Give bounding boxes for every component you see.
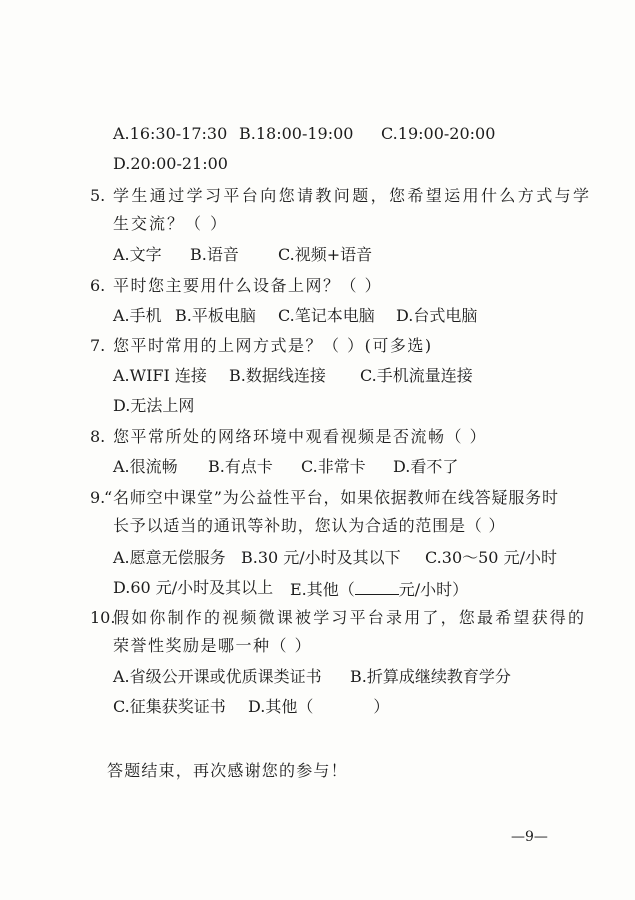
q10-number: 10. <box>90 608 116 627</box>
q8-option-d: D.看不了 <box>393 457 459 476</box>
q8-option-c: C.非常卡 <box>301 457 366 476</box>
q5-option-a: A.文字 <box>113 245 162 264</box>
q10-option-d <box>248 697 389 717</box>
q6-option-b: B.平板电脑 <box>175 306 256 325</box>
q7-option-a: A.WIFI 连接 <box>113 366 207 385</box>
q4-option-a: A.16:30-17:30 <box>113 124 228 143</box>
q10-text-line-1: 假如你制作的视频微课被学习平台录用了，您最希望获得的 <box>113 608 587 627</box>
q9-option-a: A.愿意无偿服务 <box>113 548 226 567</box>
q8-text: 您平常所处的网络环境中观看视频是否流畅（ ） <box>113 427 488 446</box>
q5-number: 5. <box>90 186 106 205</box>
closing-text: 答题结束，再次感谢您的参与！ <box>107 761 348 780</box>
q4-option-d: D.20:00-21:00 <box>113 154 228 173</box>
q9-option-e <box>290 578 468 600</box>
q10-text-line-2: 荣誉性奖励是哪一种（ ） <box>113 636 313 655</box>
q6-option-d: D.台式电脑 <box>396 306 478 325</box>
q6-number: 6. <box>90 276 106 295</box>
q9-text-line-1: “名师空中课堂”为公益性平台，如果依据教师在线答疑服务时 <box>104 488 559 507</box>
q7-number: 7. <box>90 336 106 355</box>
q5-text-line-1: 学生通过学习平台向您请教问题，您希望运用什么方式与学 <box>113 186 592 205</box>
q8-option-b: B.有点卡 <box>208 457 273 476</box>
q9-text-line-2: 长予以适当的通讯等补助，您认为合适的范围是（ ） <box>113 516 506 535</box>
q7-text: 您平时常用的上网方式是？（ ）(可多选) <box>113 336 433 355</box>
page-number: —9— <box>511 829 548 845</box>
q7-option-c: C.手机流量连接 <box>360 366 473 385</box>
q8-number: 8. <box>90 427 106 446</box>
q10-option-a: A.省级公开课或优质课类证书 <box>113 667 322 686</box>
q8-option-a: A.很流畅 <box>113 457 178 476</box>
q9-option-b: B.30 元/小时及其以下 <box>241 548 401 567</box>
q9-number: 9. <box>90 488 106 507</box>
q9-option-e-suffix: 元/小时） <box>398 580 469 599</box>
q5-option-c: C.视频+语音 <box>278 245 373 264</box>
q4-option-b: B.18:00-19:00 <box>239 124 354 143</box>
q10-option-c: C.征集获奖证书 <box>113 697 226 716</box>
q10-option-d-prefix: D.其他（ <box>248 697 314 716</box>
q4-option-c: C.19:00-20:00 <box>381 124 496 143</box>
q7-option-d: D.无法上网 <box>113 396 195 415</box>
q10-option-d-suffix: ） <box>373 697 390 716</box>
q9-option-e-prefix: E.其他（ <box>290 580 355 599</box>
q9-option-c: C.30～50 元/小时 <box>425 548 557 567</box>
q5-text-line-2: 生交流？（ ） <box>113 214 229 233</box>
q6-option-a: A.手机 <box>113 306 162 325</box>
q6-text: 平时您主要用什么设备上网？（ ） <box>113 276 383 295</box>
q10-option-b: B.折算成继续教育学分 <box>350 667 511 686</box>
q9-fill-blank <box>355 578 399 595</box>
q6-option-c: C.笔记本电脑 <box>278 306 375 325</box>
q7-option-b: B.数据线连接 <box>229 366 326 385</box>
q9-option-d: D.60 元/小时及其以上 <box>113 578 274 597</box>
q5-option-b: B.语音 <box>190 245 239 264</box>
